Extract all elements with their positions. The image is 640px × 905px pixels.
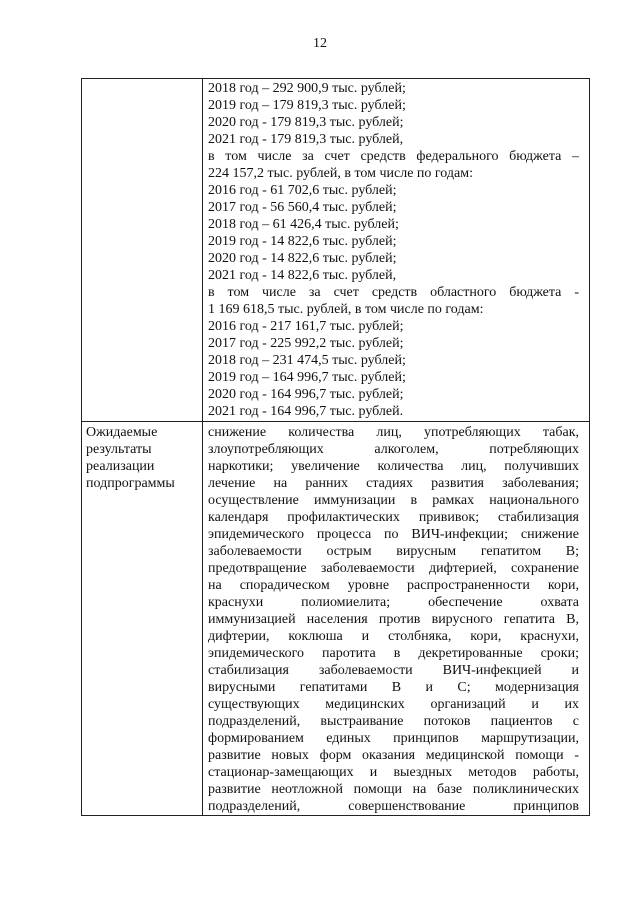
results-line: лечение на ранних стадиях развития заболевания; bbox=[208, 476, 579, 491]
results-line: злоупотребляющих алкоголем, потребляющих bbox=[208, 442, 579, 457]
results-line: снижение количества лиц, употребляющих табак, bbox=[208, 425, 579, 440]
funding-line: 2020 год - 14 822,6 тыс. рублей; bbox=[208, 251, 397, 266]
expected-results-text bbox=[203, 422, 589, 815]
label-line: Ожидаемые bbox=[86, 425, 158, 440]
results-line: на спорадическом уровне распространенности кори, bbox=[208, 578, 579, 593]
expected-results-row bbox=[82, 422, 590, 816]
results-line: предотвращение заболеваемости дифтерией, сохранение bbox=[208, 561, 579, 576]
funding-line: 2021 год - 179 819,3 тыс. рублей, bbox=[208, 132, 404, 147]
expected-results-label-cell bbox=[82, 422, 203, 816]
results-line: стационар-замещающих и выездных методов работы, bbox=[208, 765, 579, 780]
results-line: дифтерии, коклюша и столбняка, кори, краснухи, bbox=[208, 629, 579, 644]
funding-line: 2018 год – 61 426,4 тыс. рублей; bbox=[208, 217, 399, 232]
results-line: календаря профилактических прививок; стабилизация bbox=[208, 510, 579, 525]
funding-line: 2019 год - 14 822,6 тыс. рублей; bbox=[208, 234, 397, 249]
funding-content-cell bbox=[203, 79, 590, 422]
results-line: развитие неотложной помощи на базе поликлинических bbox=[208, 782, 579, 797]
results-line: подразделений, выстраивание потоков пациентов с bbox=[208, 714, 579, 729]
results-line: подразделений, совершенствование принципов bbox=[208, 799, 579, 814]
funding-line: 224 157,2 тыс. рублей, в том числе по годам: bbox=[208, 166, 473, 181]
funding-row bbox=[82, 79, 590, 422]
results-line: эпидемического паротита в декретированные сроки; bbox=[208, 646, 579, 661]
expected-results-content-cell bbox=[203, 422, 590, 816]
funding-line: 2020 год - 164 996,7 тыс. рублей; bbox=[208, 387, 404, 402]
funding-line: 1 169 618,5 тыс. рублей, в том числе по годам: bbox=[208, 302, 484, 317]
funding-line: 2019 год – 164 996,7 тыс. рублей; bbox=[208, 370, 406, 385]
funding-line: 2016 год - 61 702,6 тыс. рублей; bbox=[208, 183, 397, 198]
results-line: стабилизация заболеваемости ВИЧ-инфекцией и bbox=[208, 663, 579, 678]
funding-line: 2018 год – 292 900,9 тыс. рублей; bbox=[208, 81, 406, 96]
funding-line: 2019 год – 179 819,3 тыс. рублей; bbox=[208, 98, 406, 113]
results-line: эпидемического процесса по ВИЧ-инфекции; снижение bbox=[208, 527, 579, 542]
label-line: результаты bbox=[86, 442, 152, 457]
results-line: осуществление иммунизации в рамках национального bbox=[208, 493, 579, 508]
results-line: существующих медицинских организаций и их bbox=[208, 697, 579, 712]
funding-line: 2021 год - 164 996,7 тыс. рублей. bbox=[208, 404, 404, 419]
expected-results-label bbox=[82, 422, 202, 492]
results-line: краснухи полиомиелита; обеспечение охвата bbox=[208, 595, 579, 610]
label-line: реализации bbox=[86, 459, 155, 474]
page-number: 12 bbox=[313, 36, 327, 51]
subprogram-passport-table bbox=[81, 78, 590, 816]
funding-lines bbox=[203, 79, 589, 421]
results-line: наркотики; увеличение количества лиц, получивших bbox=[208, 459, 579, 474]
funding-line: 2021 год - 14 822,6 тыс. рублей, bbox=[208, 268, 397, 283]
label-line: подпрограммы bbox=[86, 476, 175, 491]
funding-line: 2017 год - 225 992,2 тыс. рублей; bbox=[208, 336, 404, 351]
funding-line: 2016 год - 217 161,7 тыс. рублей; bbox=[208, 319, 404, 334]
results-line: формированием единых принципов маршрутизации, bbox=[208, 731, 579, 746]
funding-line: 2018 год – 231 474,5 тыс. рублей; bbox=[208, 353, 406, 368]
funding-line: в том числе за счет средств областного бюджета - bbox=[208, 285, 579, 300]
results-line: иммунизацией населения против вирусного гепатита В, bbox=[208, 612, 579, 627]
results-line: развитие новых форм оказания медицинской помощи - bbox=[208, 748, 579, 763]
funding-line: 2017 год - 56 560,4 тыс. рублей; bbox=[208, 200, 397, 215]
funding-label-cell bbox=[82, 79, 203, 422]
results-line: вирусными гепатитами В и С; модернизация bbox=[208, 680, 579, 695]
results-line: заболеваемости острым вирусным гепатитом В; bbox=[208, 544, 579, 559]
funding-line: 2020 год - 179 819,3 тыс. рублей; bbox=[208, 115, 404, 130]
funding-line: в том числе за счет средств федерального бюджета – bbox=[208, 149, 579, 164]
